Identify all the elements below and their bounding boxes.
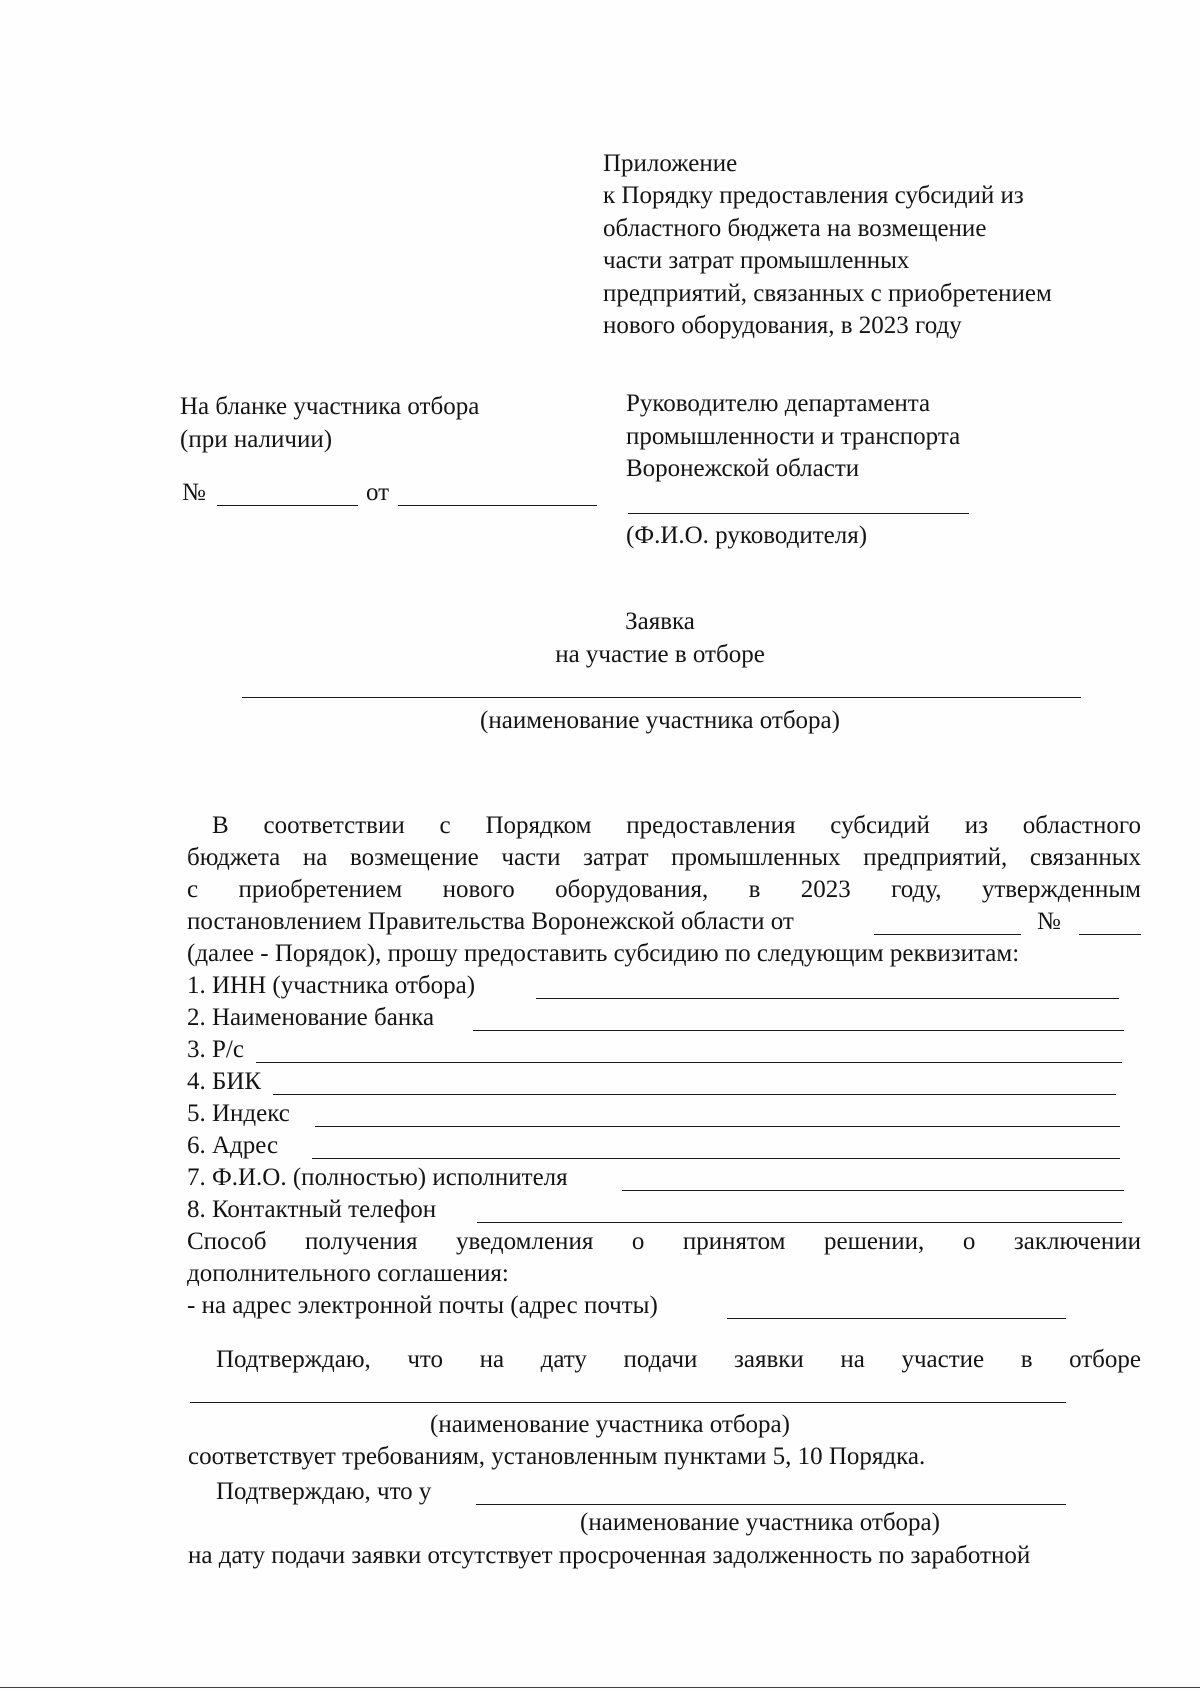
field-label: 8. Контактный телефон xyxy=(187,1196,437,1223)
addressee-line-3: Воронежской области xyxy=(626,455,860,482)
number-blank[interactable] xyxy=(217,505,358,506)
email-label: - на адрес электронной почты (адрес почты) xyxy=(187,1292,658,1319)
field-label: 4. БИК xyxy=(187,1068,262,1095)
from-label: от xyxy=(366,479,390,506)
field-label: 3. Р/с xyxy=(187,1036,244,1063)
field-row xyxy=(187,1194,1141,1227)
intro-line-5: (далее - Порядок), прошу предоставить субсидию по следующим реквизитам: xyxy=(187,940,1020,967)
intro-line-3: с приобретением нового оборудования, в 2023 году, утвержденным xyxy=(187,876,1141,903)
appendix-line: Приложение xyxy=(603,150,738,177)
intro-line-1: В соответствии с Порядком предоставления субсидий из областного xyxy=(212,812,1141,839)
field-row xyxy=(187,1066,1141,1099)
participant-name-blank[interactable] xyxy=(242,697,1081,698)
notification-line-2: дополнительного соглашения: xyxy=(187,1260,509,1287)
letterhead-line-2: (при наличии) xyxy=(180,426,333,453)
appendix-line: областного бюджета на возмещение xyxy=(603,214,987,242)
page-bottom-edge xyxy=(0,1687,1200,1688)
page-title: Заявка xyxy=(625,608,695,635)
participant-name-caption: (наименование участника отбора) xyxy=(480,707,840,734)
field-label: 2. Наименование банка xyxy=(187,1004,435,1031)
field-blank[interactable] xyxy=(256,1062,1122,1063)
head-fio-caption: (Ф.И.О. руководителя) xyxy=(626,522,868,549)
field-label: 5. Индекс xyxy=(187,1100,290,1127)
date-blank[interactable] xyxy=(398,505,597,506)
decree-number-label: № xyxy=(1037,908,1061,935)
field-label: 1. ИНН (участника отбора) xyxy=(187,972,476,999)
field-blank[interactable] xyxy=(473,1030,1124,1031)
appendix-line: к Порядку предоставления субсидий из xyxy=(603,182,1024,210)
decree-number-blank[interactable] xyxy=(1079,934,1141,935)
decree-date-blank[interactable] xyxy=(874,934,1021,935)
confirm2-line-2: на дату подачи заявки отсутствует просроченная задолженность по заработной xyxy=(188,1542,1031,1569)
field-blank[interactable] xyxy=(273,1094,1116,1095)
field-blank[interactable] xyxy=(536,998,1119,999)
field-row xyxy=(187,1162,1141,1195)
field-blank[interactable] xyxy=(622,1190,1124,1191)
field-blank[interactable] xyxy=(477,1222,1122,1223)
confirm1-line-2: соответствует требованиям, установленным пунктами 5, 10 Порядка. xyxy=(188,1443,926,1470)
field-label: 6. Адрес xyxy=(187,1132,279,1159)
appendix-block xyxy=(603,148,1052,342)
field-row xyxy=(187,1098,1141,1131)
email-row xyxy=(187,1290,1141,1323)
email-blank[interactable] xyxy=(727,1318,1066,1319)
confirm1-participant-blank[interactable] xyxy=(190,1402,1066,1403)
addressee-line-1: Руководителю департамента xyxy=(626,390,931,417)
field-row xyxy=(187,1002,1141,1035)
appendix-line: нового оборудования, в 2023 году xyxy=(603,312,962,340)
intro-line-4 xyxy=(187,906,1141,939)
addressee-line-2: промышленности и транспорта xyxy=(626,423,961,450)
number-label: № xyxy=(182,479,206,506)
confirm2-label: Подтверждаю, что у xyxy=(216,1478,432,1505)
field-row xyxy=(187,970,1141,1003)
field-label: 7. Ф.И.О. (полностью) исполнителя xyxy=(187,1164,568,1191)
intro-line-4-text: постановлением Правительства Воронежской области от xyxy=(187,908,794,935)
confirm1-line-1: Подтверждаю, что на дату подачи заявки на участие в отборе xyxy=(216,1346,1141,1373)
field-row xyxy=(187,1130,1141,1163)
letterhead-line-1: На бланке участника отбора xyxy=(180,393,480,420)
page-subtitle: на участие в отборе xyxy=(555,641,765,668)
field-blank[interactable] xyxy=(312,1158,1120,1159)
head-fio-blank[interactable] xyxy=(628,513,969,514)
field-blank[interactable] xyxy=(315,1126,1120,1127)
notification-line-1: Способ получения уведомления о принятом решении, о заключении xyxy=(187,1228,1141,1255)
appendix-line: части затрат промышленных xyxy=(603,247,910,275)
confirm2-participant-blank[interactable] xyxy=(476,1504,1066,1505)
field-row xyxy=(187,1034,1141,1067)
appendix-line: предприятий, связанных с приобретением xyxy=(603,279,1052,307)
confirm2-caption: (наименование участника отбора) xyxy=(580,1509,940,1536)
confirm1-caption: (наименование участника отбора) xyxy=(430,1411,790,1438)
intro-line-2: бюджета на возмещение части затрат промышленных предприятий, связанных xyxy=(187,844,1141,871)
